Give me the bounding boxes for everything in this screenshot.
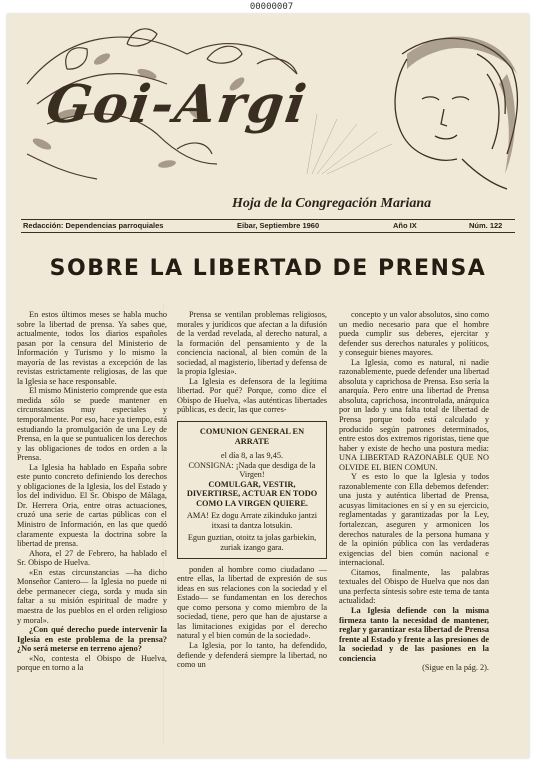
paragraph: La Iglesia, por lo tanto, ha defendido, defiende y defenderá siempre la libertad, no como un [177,640,327,670]
paragraph: Citamos, finalmente, las palabras textuales del Obispo de Huelva que nos dan una perfecta síntesis sobre este tema de tanta actualidad: [339,567,489,606]
paragraph: En estos últimos meses se habla mucho sobre la libertad de prensa. Ya sabes que, actualmente, todos los diarios españoles pasan por la censura del Ministerio de Información y Turismo y lo mismo la mayoría de las revistas a excepción de las revistas estrictamente religiosas, de las que la Iglesia se hace responsable. [17,310,167,386]
newspaper-page [7,14,529,758]
announcement-line: CONSIGNA: ¡Nada que desdiga de la Virgen! [188,460,316,480]
announcement-box [177,421,327,559]
article-column-3 [339,310,489,673]
paragraph: La Iglesia defiende con la misma firmeza tanto la necesidad de mantener, reglar y garantizar esta libertad de Prensa frente al Estado y frente a las presiones de la sociedad y de las pasiones en la conciencia [339,605,489,663]
article-column-2 [177,310,327,670]
masthead-subtitle: Hoja de la Congregación Mariana [232,196,432,211]
issue-number: Núm. 122 [469,221,503,230]
article-column-1 [17,310,167,673]
paragraph: La Iglesia es defensora de la legítima libertad. Por qué? Porque, como dice el Obispo de Huelva, «las auténticas libertades públicas, es decir, las que corres- [177,376,327,415]
page-id: 00000007 [249,2,294,12]
paragraph: Y es esto lo que la Iglesia y todos razonablemente con Ella debemos defender: una justa y auténtica libertad de Prensa, acusyas limitaciones en sí y en su ejercicio, reglamentadas y garantizadas por la Ley, fortalezcan, aseguren y armonicen los derechos naturales de la persona humana y de la opinión pública con las verdaderas exigencias del bien común nacional e internacional. [339,472,489,568]
announcement-line: COMULGAR, VESTIR, DIVERTIRSE, ACTUAR EN TODO COMO LA VIRGEN QUIERE. [186,479,318,508]
announcement-line: el día 8, a las 9,45. [220,451,284,461]
paragraph: Ahora, el 27 de Febrero, ha hablado el Sr. Obispo de Huelva. [17,548,167,568]
paragraph: «No, contesta el Obispo de Huelva, porque en torno a la [17,653,167,673]
issue-date: Eibar, Septiembre 1960 [237,221,320,230]
paragraph: Prensa se ventilan problemas religiosos, morales y jurídicos que afectan a la difusión de la verdad revelada, al derecho natural, a la formación del pensamiento y de la conciencia nacional, al bien común de la sociedad, al magisterio, libertad y defensa de la propia Iglesia». [177,310,327,377]
paragraph: La Iglesia ha hablado en España sobre este punto concreto definiendo los derechos y obligaciones de la Iglesia, los del Estado y los del individuo. El Sr. Obispo de Málaga, Dr. Herrera Oria, entre otras actuaciones, cruzó una serie de cartas públicas con el Ministro de Información, en las que quedó claramente expuesta la doctrina sobre la libertad de prensa. [17,462,167,549]
paragraph: ¿Con qué derecho puede intervenir la Iglesia en este problema de la prensa? ¿No será meterse en terreno ajeno? [17,625,167,654]
masthead [7,14,529,232]
paragraph: «En estas circunstancias —ha dicho Monseñor Cantero— la Iglesia no puede ni debe permanecer ciega, sorda y muda sin faltar a su misión espiritual de madre y maestra de los pueblos en el orden religioso y moral». [17,567,167,625]
announcement-line: AMA! Ez dogu Arrate zikinduko jantzi itxasi ta dantza lotsukin. [186,511,318,530]
masthead-logo: Goi-Argi [42,74,312,135]
continued-note: (Sigue en la pág. 2). [422,663,489,673]
paragraph: El mismo Ministerio comprende que esta medida sólo se puede mantener en circunstancias muy especiales y temporalmente. Por eso, hace ya tiempo, está estudiando la promulgación de una Ley de Prensa, en la que se puntualicen los derechos y las obligaciones de todos en orden a la Prensa. [17,386,167,463]
paragraph: ponden al hombre como ciudadano —entre ellas, la libertad de expresión de sus ideas en sus relaciones con la sociedad y el Estado— se fundamentan en los derechos que como persona y como miembro de la sociedad, tiene, pero que han de ajustarse a las limitaciones exigidas por el derecho natural y el bien común de la sociedad». [177,564,327,641]
article-headline: SOBRE LA LIBERTAD DE PRENSA [49,256,487,281]
paragraph: concepto y un valor absolutos, sino como un medio necesario para que el hombre pueda cumplir sus deberes, ejercitar y defender sus derechos naturales y políticos, y conseguir bienes mayores. [339,310,489,358]
issue-year: Año IX [393,221,417,230]
redaction-info: Redacción: Dependencias parroquiales [23,221,164,230]
paragraph: La Iglesia, como es natural, ni nadie razonablemente, puede defender una libertad absoluta y caprichosa de Prensa. Eso sería la anarquía. Pero entre una libertad de Prensa absoluta, caprichosa, incontrolada, anárquica por un lado y una falta total de libertad de Prensa porque todo está calculado y producido según patrones determinados, entre estos dos extremos rigoristas, tiene que haber y existe de hecho una postura media: UNA LIBERTAD RAZONABLE QUE NO OLVIDE EL BIEN COMUN. [339,357,489,472]
announcement-line: Egun guztian, otoitz ta jolas garbiekin, zuriak izango gara. [187,533,317,553]
announcement-title: COMUNION GENERAL EN ARRATE [199,427,305,446]
masthead-infobar [21,219,515,233]
